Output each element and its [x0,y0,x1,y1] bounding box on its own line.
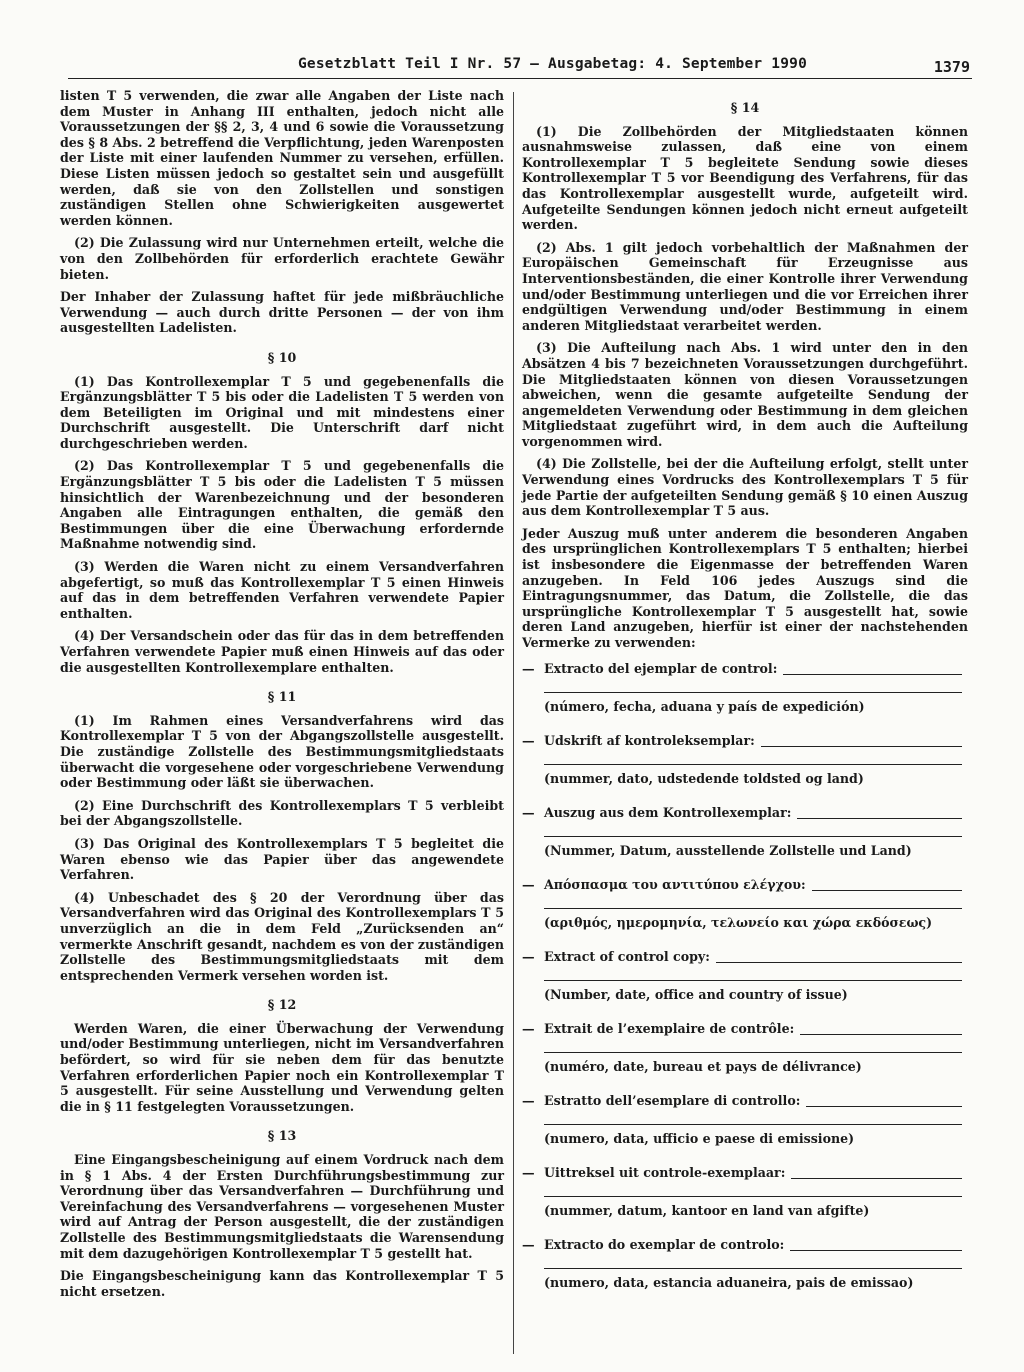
form-entry-caption: (Number, date, office and country of issue) [544,986,848,1002]
fill-line [783,674,962,675]
dash-bullet: — [522,948,535,964]
dash-bullet: — [522,804,535,820]
form-entry-label: Extracto del ejemplar de control: [544,660,778,676]
fill-line [544,764,962,765]
section-heading-14: § 14 [730,100,760,115]
form-entry-label: Udskrift af kontroleksemplar: [544,732,755,748]
page-number: 1379 [933,58,970,76]
form-entry-label: Extract of control copy: [544,948,710,964]
form-entry-caption: (αριθμός, ημερομηνία, τελωνείο και χώρα εκδόσεως) [544,914,933,930]
paragraph: (4) Der Versandschein oder das für das in dem betreffenden Verfahren verwendete Papier muß einen Hinweis auf das oder die ausgestellten Kontrollexemplare enthalten. [60,628,504,675]
dash-bullet: — [522,732,535,748]
form-entry-label: Uittreksel uit controle-exemplaar: [544,1164,786,1180]
page-header [68,52,972,79]
paragraph: (1) Die Zollbehörden der Mitgliedstaaten können ausnahmsweise zulassen, daß eine von einem Kontrollexemplar T 5 begleitete Sendung sowie dieses Kontrollexemplar T 5 vor Beendigung des Verfahrens, für das das Kontrollexemplar ausgestellt wurde, aufgeteilt wird. Aufgeteilte Sendungen können jedoch nicht erneut aufgeteilt werden. [522,123,968,233]
form-entry [522,1093,968,1165]
paragraph: Eine Eingangsbescheinigung auf einem Vordruck nach dem in § 1 Abs. 4 der Ersten Durchführungsbestimmung zur Verordnung über das Versandverfahren — Durchführung und Vereinfachung des Versandverfahrens — vorgesehenen Muster wird auf Antrag der Person ausgestellt, die der zuständigen Zollstelle des Bestimmungsmitgliedstaats die Warensendung mit dem dazugehörigen Kontrollexemplar T 5 gestellt hat. [60,1152,504,1261]
fill-line [544,1268,962,1269]
paragraph: (1) Das Kontrollexemplar T 5 und gegebenenfalls die Ergänzungsblätter T 5 bis oder die Ladelisten T 5 werden von dem Beteiligten im Original und mit mindestens einer Durchschrift ausgestellt. Die Unterschrift darf nicht durchgeschrieben werden. [60,373,504,451]
paragraph: Die Eingangsbescheinigung kann das Kontrollexemplar T 5 nicht ersetzen. [60,1268,504,1299]
form-entry-label: Estratto dell’esemplare di controllo: [544,1092,801,1108]
paragraph: (3) Die Aufteilung nach Abs. 1 wird unter den in den Absätzen 4 bis 7 bezeichneten Voraussetzungen durchgeführt. Die Mitgliedstaaten können von diesen Voraussetzungen abweichen, wenn die gesamte aufgeteilte Sendung der angemeldeten Verwendung oder Bestimmung in dem gleichen Mitgliedstaat zugeführt wird, in dem auch die Aufteilung vorgenommen wird. [522,340,968,449]
right-column [522,88,968,1309]
fill-line [544,1052,962,1053]
paragraph: (2) Abs. 1 gilt jedoch vorbehaltlich der Maßnahmen der Europäischen Gemeinschaft für Erzeugnisse aus Interventionsbeständen, die einer Kontrolle ihrer Verwendung und/oder Bestimmung unterliegen und die vor Erreichen ihrer endgültigen Verwendung und/oder Bestimmung in einem anderen Mitgliedstaat verarbeitet werden. [522,239,968,333]
form-entry [522,805,968,877]
fill-line [544,908,962,909]
form-entry [522,661,968,733]
form-entry-label: Extracto do exemplar de controlo: [544,1236,785,1252]
form-entry [522,949,968,1021]
form-entry [522,1237,968,1309]
paragraph: Jeder Auszug muß unter anderem die besonderen Angaben des ursprünglichen Kontrollexemplars T 5 enthalten; hierbei ist insbesondere die Eigenmasse der betreffenden Waren anzugeben. In Feld 106 jedes Auszugs sind die Eintragungsnummer, das Datum, die Zollstelle, die das ursprüngliche Kontrollexemplar T 5 ausgestellt hat, sowie deren Land anzugeben, hierfür ist einer der nachstehenden Vermerke zu verwenden: [522,525,968,650]
form-entry-caption: (nummer, datum, kantoor en land van afgifte) [544,1202,870,1218]
form-entry-caption: (numero, data, ufficio e paese di emissione) [544,1130,855,1146]
fill-line [544,836,962,837]
fill-line [790,1250,962,1251]
paragraph: (2) Die Zulassung wird nur Unternehmen erteilt, welche die von den Zollbehörden für erforderlich erachtete Gewähr bieten. [60,235,504,282]
page-title: Gesetzblatt Teil I Nr. 57 — Ausgabetag: 4. September 1990 [298,56,807,72]
form-entry-caption: (numéro, date, bureau et pays de délivrance) [544,1058,862,1074]
section-heading-13: § 13 [267,1128,297,1144]
fill-line [544,980,962,981]
form-entry-label: Απόσπασμα του αντιτύπου ελέγχου: [544,876,806,892]
form-entry-label: Auszug aus dem Kontrollexemplar: [544,804,792,820]
form-entry-caption: (número, fecha, aduana y país de expedición) [544,698,865,714]
dash-bullet: — [522,876,535,892]
paragraph: Werden Waren, die einer Überwachung der Verwendung und/oder Bestimmung unterliegen, nicht im Versandverfahren befördert, so wird für sie neben dem für das benutzte Verfahren erforderlichen Papier noch ein Kontrollexemplar T 5 ausgestellt. Für seine Ausstellung und Verwendung gelten die in § 11 festgelegten Voraussetzungen. [60,1020,504,1114]
form-entry [522,733,968,805]
paragraph: (1) Im Rahmen eines Versandverfahrens wird das Kontrollexemplar T 5 von der Abgangszollstelle ausgestellt. Die zuständige Zollstelle des Bestimmungsmitgliedstaats überwacht die vorgesehene oder vorgeschriebene Verwendung oder Bestimmung oder läßt sie überwachen. [60,712,504,791]
fill-line [800,1034,962,1035]
column-divider [513,92,514,1354]
fill-line [806,1106,962,1107]
fill-line [544,692,962,693]
fill-line [544,1124,962,1125]
section-heading-11: § 11 [267,689,297,705]
paragraph: (3) Das Original des Kontrollexemplars T 5 begleitet die Waren ebenso wie das Papier über das angewendete Verfahren. [60,835,504,883]
paragraph: (2) Das Kontrollexemplar T 5 und gegebenenfalls die Ergänzungsblätter T 5 bis oder die Ladelisten T 5 müssen hinsichtlich der Warenbezeichnung und der besonderen Angaben alle Eintragungen enthalten, die gemäß den Bestimmungen über die eine Überwachung erfordernde Maßnahme notwendig sind. [60,458,504,552]
fill-line [812,890,962,891]
paragraph: Der Inhaber der Zulassung haftet für jede mißbräuchliche Verwendung — auch durch dritte Personen — der von ihm ausgestellten Ladelisten. [60,289,504,336]
paragraph: (4) Unbeschadet des § 20 der Verordnung über das Versandverfahren wird das Original des Kontrollexemplars T 5 unverzüglich an die in dem Feld „Zurücksenden an“ vermerkte Anschrift gesandt, nachdem es von der zuständigen Zollstelle des Bestimmungsmitgliedstaats mit dem entsprechenden Vermerk versehen worden ist. [60,889,504,983]
fill-line [761,746,962,747]
form-entry-label: Extrait de l’exemplaire de contrôle: [544,1020,795,1036]
dash-bullet: — [522,1020,535,1036]
form-entry-caption: (nummer, dato, udstedende toldsted og land) [544,770,864,786]
dash-bullet: — [522,660,535,676]
fill-line [797,818,962,819]
form-entry [522,1021,968,1093]
form-entry [522,1165,968,1237]
paragraph: (3) Werden die Waren nicht zu einem Versandverfahren abgefertigt, so muß das Kontrollexemplar T 5 einen Hinweis auf das in dem betreffenden Verfahren verwendete Papier enthalten. [60,559,504,621]
paragraph: (2) Eine Durchschrift des Kontrollexemplars T 5 verbleibt bei der Abgangszollstelle. [60,797,504,829]
form-entry-caption: (Nummer, Datum, ausstellende Zollstelle und Land) [544,842,912,858]
fill-line [544,1196,962,1197]
form-entry [522,877,968,949]
fill-line [791,1178,962,1179]
extract-notation-list [522,661,968,1309]
dash-bullet: — [522,1092,535,1108]
left-column [60,88,504,1306]
form-entry-caption: (numero, data, estancia aduaneira, pais de emissao) [544,1274,914,1290]
dash-bullet: — [522,1236,535,1252]
section-heading-10: § 10 [267,349,297,365]
dash-bullet: — [522,1164,535,1180]
section-heading-12: § 12 [267,997,297,1013]
paragraph: listen T 5 verwenden, die zwar alle Angaben der Liste nach dem Muster in Anhang III enthalten, jedoch nicht alle Voraussetzungen der §§ 2, 3, 4 und 6 sowie die Voraussetzung des § 8 Abs. 2 betreffend die Verpflichtung, jeden Warenposten der Liste mit einer laufenden Nummer zu versehen, erfüllen. Diese Listen müssen jedoch so gestaltet sein und ausgefüllt werden, daß sie von den Zollstellen und sonstigen zuständigen Stellen ohne Schwierigkeiten ausgewertet werden können. [60,88,504,228]
paragraph: (4) Die Zollstelle, bei der die Aufteilung erfolgt, stellt unter Verwendung eines Vordrucks des Kontrollexemplars T 5 für jede Partie der aufgeteilten Sendung gemäß § 10 einen Auszug aus dem Kontrollexemplar T 5 aus. [522,456,968,519]
fill-line [716,962,962,963]
